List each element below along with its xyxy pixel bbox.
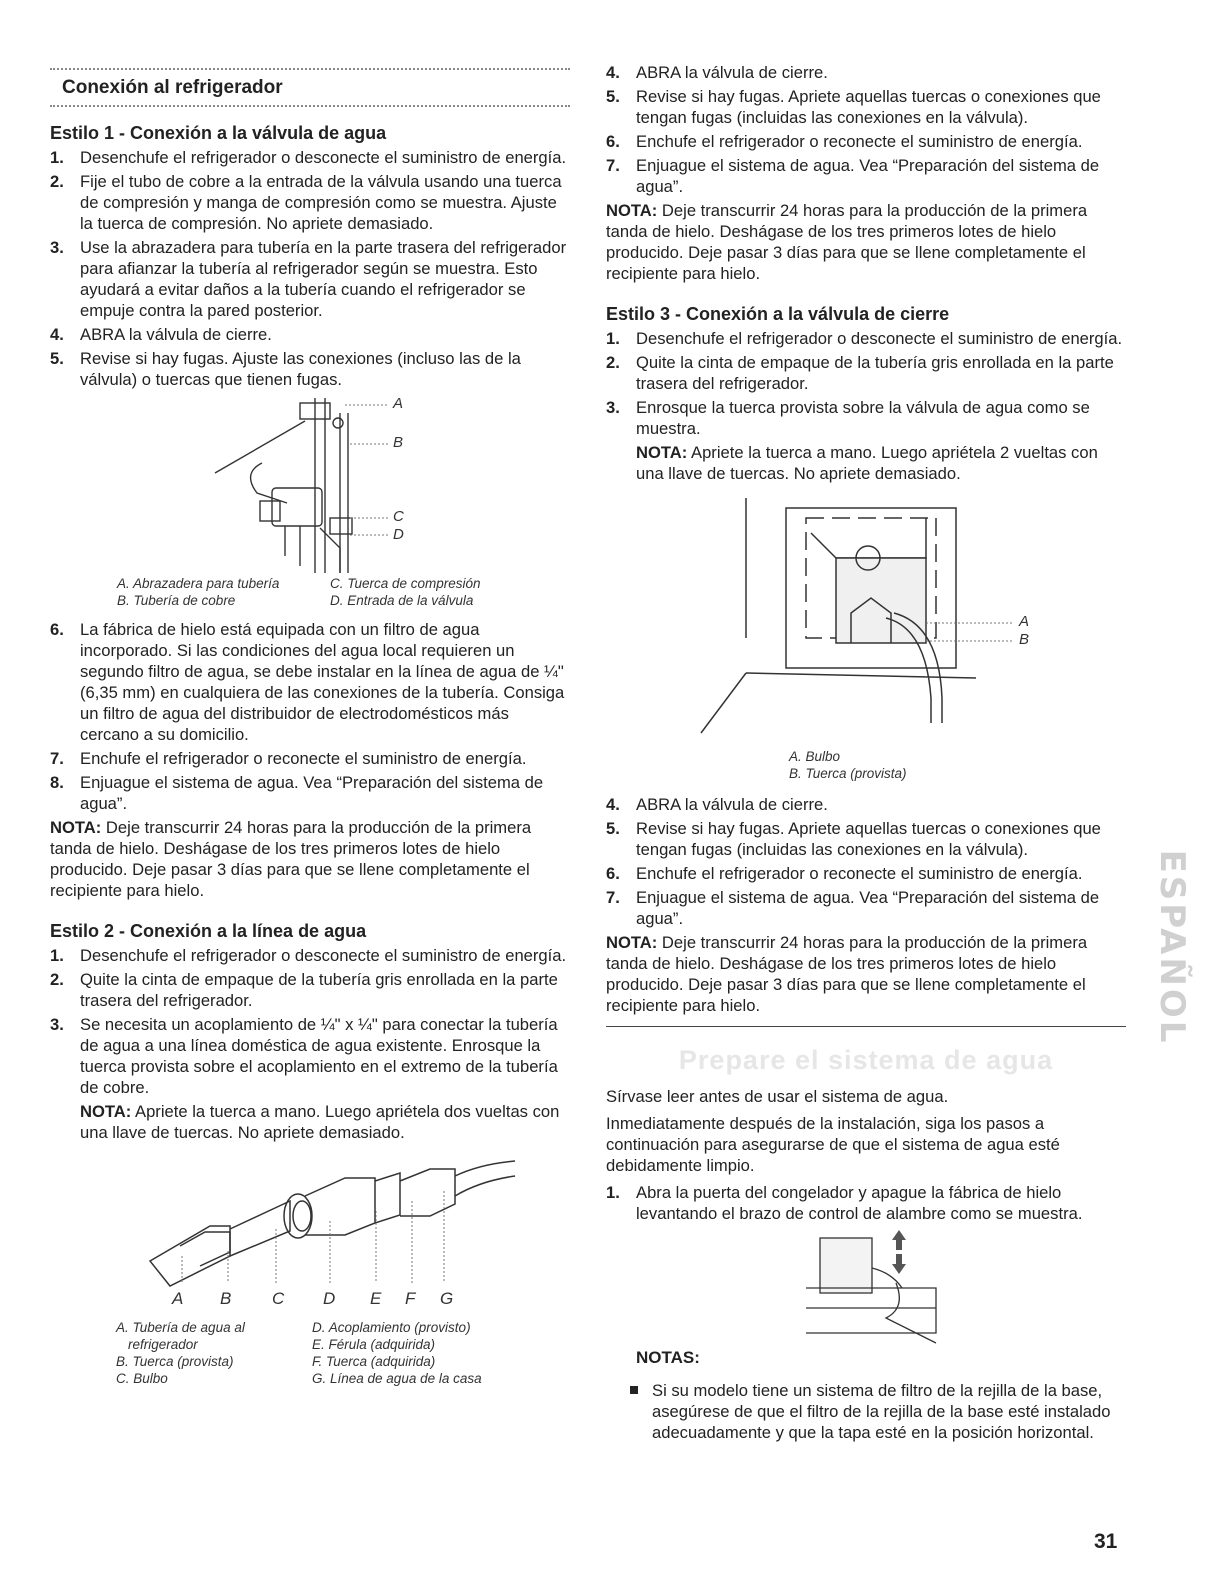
figure-captions [50,575,570,619]
notes-heading: NOTAS: [636,1348,700,1367]
section-title: Conexión al refrigerador [62,77,283,98]
figure-letter: C [393,508,404,525]
list-item: 6. La fábrica de hielo está equipada con un filtro de agua incorporado. Si las condiciones del agua local requieren un segundo filtro de agua, se debe instalar en la línea de agua de ¼" (6,35 mm) en cualquiera de las conexiones de la tubería. Consiga un filtro de agua del distribuidor de electrodomésticos más cercano a su domicilio. [50,620,565,744]
list-item: 1. Desenchufe el refrigerador o desconecte el suministro de energía. [50,946,567,965]
list-item: 4. ABRA la válvula de cierre. [50,325,272,344]
prepare-intro-1: Sírvase leer antes de usar el sistema de agua. [606,1087,949,1106]
valve-figure [50,393,570,575]
list-item: 4. ABRA la válvula de cierre. [606,795,828,814]
list-item: 4. ABRA la válvula de cierre. [606,63,828,82]
valve-illustration [50,393,570,575]
style2-note: NOTA: Apriete la tuerca a mano. Luego apriétela dos vueltas con una llave de tuercas. No apriete demasiado. [80,1102,560,1142]
figure-caption: E. Férula (adquirida) [312,1337,436,1352]
figure-letter: D [393,526,404,543]
style1-steps-continued [50,619,570,814]
style2-steps-continued [606,62,1126,197]
figure-letter: A [393,395,404,412]
list-item: 7. Enchufe el refrigerador o reconecte el suministro de energía. [50,749,527,768]
figure-letter: B [393,434,404,451]
list-item: 5. Revise si hay fugas. Ajuste las conexiones (incluso las de la válvula) o tuercas que tienen fugas. [50,349,521,389]
list-item: Si su modelo tiene un sistema de filtro de la rejilla de la base, asegúrese de que el filtro de la rejilla de la base esté instalado adecuadamente y que la tapa esté en la posición horizontal. [620,1380,1126,1443]
figure-letter: A [1019,613,1030,630]
style3-final-note: NOTA: Deje transcurrir 24 horas para la producción de la primera tanda de hielo. Deshágase de los tres primeros lotes de hielo producido. Deje pasar 3 días para que se llene completamente el recipiente para hielo. [606,933,1088,1015]
style2-steps [50,945,570,1098]
figure-caption: C. Tuerca de compresión [330,576,481,591]
list-item: 2. Quite la cinta de empaque de la tubería gris enrollada en la parte trasera del refrigerador. [606,353,1114,393]
list-item: 1. Desenchufe el refrigerador o desconecte el suministro de energía. [50,148,567,167]
figure-caption: F. Tuerca (adquirida) [312,1354,436,1369]
right-column [606,0,1126,1443]
list-item: 1. Abra la puerta del congelador y apague la fábrica de hielo levantando el brazo de control de alambre como se muestra. [606,1183,1083,1223]
coupling-illustration [50,1151,570,1289]
prepare-section-title: Prepare el sistema de agua [678,1045,1054,1075]
list-item: 8. Enjuague el sistema de agua. Vea “Preparación del sistema de agua”. [50,773,544,813]
figure-caption: B. Tubería de cobre [117,593,236,608]
shutoff-valve-figure [606,498,1126,748]
figure-caption: A. Bulbo [789,749,841,764]
prepare-steps [606,1182,1126,1224]
list-item: 5. Revise si hay fugas. Apriete aquellas tuercas o conexiones que tengan fugas (incluidas las conexiones en la válvula). [606,819,1101,859]
bullet-icon [630,1386,638,1394]
notes-list [606,1380,1126,1443]
icemaker-figure [606,1228,1126,1346]
style3-note: NOTA: Apriete la tuerca a mano. Luego apriétela 2 vueltas con una llave de tuercas. No apriete demasiado. [636,443,1098,483]
shutoff-valve-illustration [606,498,1126,748]
style3-heading: Estilo 3 - Conexión a la válvula de cierre [606,304,950,324]
figure-letter: C [272,1289,285,1308]
figure-caption: D. Entrada de la válvula [330,593,474,608]
figure-caption: D. Acoplamiento (provisto) [312,1320,471,1335]
shutoff-captions [606,748,1126,794]
style1-note: NOTA: Deje transcurrir 24 horas para la producción de la primera tanda de hielo. Deshágase de los tres primeros lotes de hielo producido. Deje pasar 3 días para que se llene completamente el recipiente para hielo. [50,818,532,900]
list-item: 2. Quite la cinta de empaque de la tubería gris enrollada en la parte trasera del refrigerador. [50,970,558,1010]
list-item: 7. Enjuague el sistema de agua. Vea “Preparación del sistema de agua”. [606,888,1100,928]
style3-steps-continued [606,794,1126,929]
language-side-tab [1150,820,1194,1075]
coupling-captions [50,1319,570,1399]
prepare-intro-2: Inmediatamente después de la instalación, siga los pasos a continuación para asegurarse de que el sistema de agua esté debidamente limpio. [606,1114,1060,1175]
list-item: 3. Enrosque la tuerca provista sobre la válvula de agua como se muestra. [606,398,1090,438]
figure-caption: B. Tuerca (provista) [789,766,907,781]
figure-letter: E [370,1289,382,1308]
style2-heading: Estilo 2 - Conexión a la línea de agua [50,921,367,941]
figure-caption: A. Tubería de agua al [116,1320,245,1335]
icemaker-illustration [606,1228,1126,1346]
left-column [50,0,570,1399]
style1-steps [50,147,570,390]
figure-caption: B. Tuerca (provista) [116,1354,234,1369]
list-item: 3. Use la abrazadera para tubería en la parte trasera del refrigerador para afianzar la tubería al refrigerador según se muestra. Esto ayudará a evitar daños a la tubería cuando el refrigerador se empuje contra la pared posterior. [50,238,567,320]
figure-letter: F [405,1289,416,1308]
figure-letter: B [220,1289,232,1308]
figure-letter: G [440,1289,454,1308]
page-number: 31 [1094,1530,1118,1553]
style3-steps [606,328,1126,439]
list-item: 6. Enchufe el refrigerador o reconecte el suministro de energía. [606,864,1083,883]
figure-letter: D [323,1289,336,1308]
style1-heading: Estilo 1 - Conexión a la válvula de agua [50,123,387,143]
side-tab-label: ESPAÑOL [1152,849,1192,1046]
figure-caption: refrigerador [128,1337,198,1352]
coupling-figure [50,1151,570,1289]
style2-final-note: NOTA: Deje transcurrir 24 horas para la producción de la primera tanda de hielo. Deshágase de los tres primeros lotes de hielo producido. Deje pasar 3 días para que se llene completamente el recipiente para hielo. [606,201,1088,283]
figure-caption: A. Abrazadera para tubería [117,576,280,591]
figure-letter: B [1019,631,1030,648]
list-item: 2. Fije el tubo de cobre a la entrada de la válvula usando una tuerca de compresión y manga de compresión como se muestra. Ajuste la tuerca de compresión. No apriete demasiado. [50,172,562,233]
coupling-letters [50,1289,570,1313]
list-item: 3. Se necesita un acoplamiento de ¼" x ¼" para conectar la tubería de agua a una línea doméstica de agua existente. Enrosque la tuerca provista sobre el acoplamiento en el extremo de la tubería de cobre. [50,1015,558,1097]
figure-caption: G. Línea de agua de la casa [312,1371,482,1386]
list-item: 6. Enchufe el refrigerador o reconecte el suministro de energía. [606,132,1083,151]
figure-letter: A [172,1289,184,1308]
list-item: 1. Desenchufe el refrigerador o desconecte el suministro de energía. [606,329,1123,348]
list-item: 7. Enjuague el sistema de agua. Vea “Preparación del sistema de agua”. [606,156,1100,196]
list-item: 5. Revise si hay fugas. Apriete aquellas tuercas o conexiones que tengan fugas (incluidas las conexiones en la válvula). [606,87,1101,127]
figure-caption: C. Bulbo [116,1371,168,1386]
